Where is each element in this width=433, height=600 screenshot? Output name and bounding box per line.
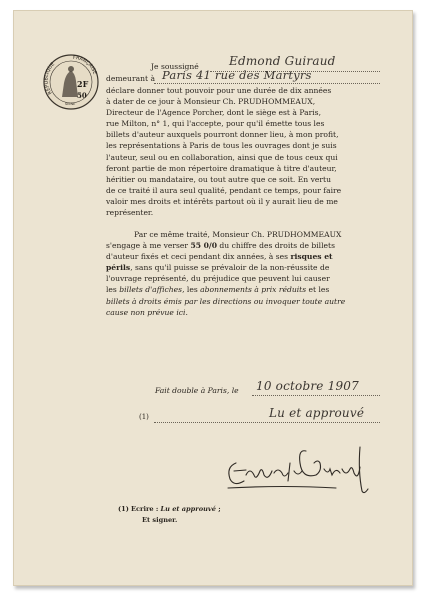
- p2-billets-affiches: billets d'affiches: [119, 285, 183, 295]
- p1-line11: valoir mes droits et intérêts partout où il y aurait lieu de me: [106, 196, 338, 206]
- p2-line6c: , les: [182, 285, 201, 295]
- p2-line6: [106, 284, 406, 295]
- footnote-text1: Lu et approuvé: [160, 505, 216, 513]
- stamp-bottom-text: SEINE: [65, 102, 76, 106]
- stamp-value-small: 50: [77, 91, 87, 100]
- p2-perils: périls: [106, 263, 131, 273]
- tax-stamp-seal: [42, 53, 100, 111]
- p1-line6: les représentations à Paris de tous les ouvrages dont je suis: [106, 141, 337, 151]
- date-handwritten: 10 octobre 1907: [256, 379, 359, 393]
- p2-line3a: d'auteur fixés et ceci pendant dix années, à ses: [106, 252, 291, 262]
- footnote-label: Ecrire :: [130, 505, 159, 513]
- fait-label: Fait double à Paris, le: [155, 386, 239, 395]
- author-name-handwritten: Edmond Guiraud: [229, 54, 336, 68]
- approval-dotted-line: [154, 422, 380, 423]
- p2-line2a: s'engage à me verser: [106, 241, 191, 251]
- p2-line7: [106, 296, 406, 307]
- p2-line6e: et les: [306, 285, 330, 295]
- p1-line3: Directeur de l'Agence Porcher, dont le siège est à Paris,: [106, 108, 321, 118]
- footnote: [118, 504, 221, 526]
- stamp-left-text: RÉPUBLIQUE: [43, 61, 57, 96]
- author-signature: [224, 441, 374, 496]
- footnote-line2: [118, 515, 221, 526]
- p1-line2: à dater de ce jour à Monsieur Ch. PRUDHOMMEAUX,: [106, 97, 316, 107]
- footnote-text1-end: ;: [215, 505, 221, 513]
- p2-percentage: 55 0/0: [190, 241, 217, 251]
- p2-line3: [106, 251, 406, 262]
- p1-line1: déclare donner tout pouvoir pour une durée de dix années: [106, 86, 332, 95]
- approval-note-marker: (1): [139, 413, 149, 421]
- approval-handwritten: Lu et approuvé: [269, 406, 365, 420]
- p2-line1: Par ce même traité, Monsieur Ch. PRUDHOMMEAUX: [134, 230, 342, 239]
- demeurant-label: demeurant à: [106, 74, 155, 83]
- p1-line7: l'auteur, seul ou en collaboration, ainsi que de tous ceux qui: [106, 152, 338, 162]
- p2-line2c: du chiffre des droits de billets: [217, 241, 335, 251]
- p2-line4: [106, 262, 406, 273]
- document-page: [13, 10, 413, 586]
- footnote-marker: (1): [118, 505, 129, 513]
- paragraph-mandate: [106, 85, 406, 218]
- p1-line8: feront partie de mon répertoire dramatique à titre d'auteur,: [106, 163, 337, 173]
- p1-line10: de ce traité il aura seul qualité, pendant ce temps, pour faire: [106, 185, 342, 195]
- address-handwritten: Paris 41 rue des Martyrs: [162, 68, 312, 82]
- footnote-text2: Et signer.: [142, 516, 178, 524]
- paragraph-commitment: [106, 229, 406, 318]
- p2-line7a: billets à droits émis par les directions ou invoquer toute autre: [106, 296, 346, 306]
- p1-line5: billets d'auteur auxquels pourront donner lieu, à mon profit,: [106, 130, 339, 140]
- stamp-right-text: FRANÇAISE: [72, 54, 98, 76]
- p2-line6a: les: [106, 285, 120, 295]
- p2-line4b: , sans qu'il puisse se prévaloir de la non-réussite de: [130, 263, 330, 273]
- p1-line9: héritier ou mandataire, ou tout autre que ce soit. En vertu: [106, 174, 331, 184]
- soussigne-label: Je soussigné: [151, 62, 199, 71]
- address-dotted-line: [154, 83, 380, 84]
- p2-line8b: .: [185, 307, 188, 317]
- p2-abonnements: abonnements à prix réduits: [200, 285, 307, 295]
- stamp-value: 2F: [77, 79, 89, 89]
- date-dotted-line: [252, 395, 380, 396]
- p2-line5: l'ouvrage représenté, du préjudice que peuvent lui causer: [106, 274, 330, 284]
- p2-line8: [106, 307, 406, 318]
- p1-line12: représenter.: [106, 208, 154, 218]
- p2-line2: [106, 240, 406, 251]
- p2-risques: risques et: [290, 252, 333, 262]
- p2-line8a: cause non prévue ici: [106, 307, 186, 317]
- footnote-line1: [118, 504, 221, 515]
- p1-line4: rue Milton, n° 1, qui l'accepte, pour qu'il émette tous les: [106, 119, 325, 129]
